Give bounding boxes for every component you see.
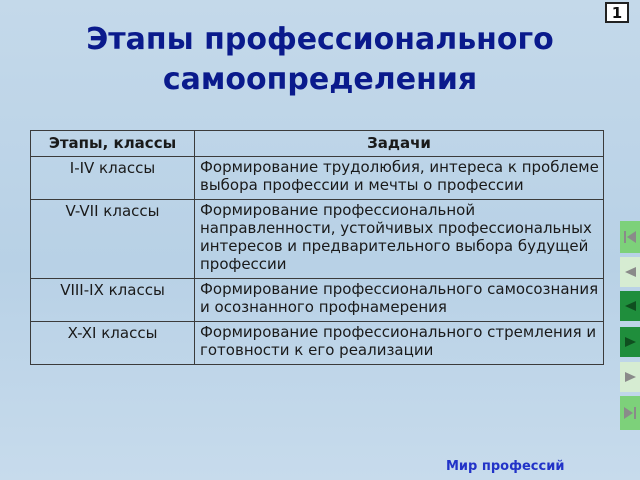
stages-table [30, 130, 604, 365]
task-cell: Формирование трудолюбия, интереса к проблеме выбора профессии и мечты о профессии [195, 157, 604, 200]
task-cell: Формирование профессионального самосознания и осознанного профнамерения [195, 279, 604, 322]
slide-title [0, 20, 640, 100]
nav-last-button[interactable] [620, 396, 640, 430]
slide-title-line-2: самоопределения [162, 62, 478, 97]
nav-back-button[interactable] [620, 257, 640, 287]
stage-cell: I-IV классы [31, 157, 195, 200]
triangle-left-icon [622, 298, 638, 314]
table-row [31, 279, 604, 322]
skip-first-icon [622, 229, 638, 245]
header-stage: Этапы, классы [31, 131, 195, 157]
slide-number: 1 [605, 2, 629, 23]
triangle-right-icon [622, 334, 638, 350]
table-row [31, 200, 604, 279]
stage-cell: X-XI классы [31, 322, 195, 365]
footer-caption: Мир профессий [446, 459, 565, 474]
nav-first-button[interactable] [620, 221, 640, 253]
nav-forward-button[interactable] [620, 362, 640, 392]
header-task: Задачи [195, 131, 604, 157]
stage-cell: V-VII классы [31, 200, 195, 279]
nav-prev-button[interactable] [620, 291, 640, 321]
nav-next-button[interactable] [620, 327, 640, 357]
task-cell: Формирование профессиональной направленности, устойчивых профессиональных интересов и предварительного выбора будущей профессии [195, 200, 604, 279]
triangle-right-icon [622, 369, 638, 385]
slide-title-line-1: Этапы профессионального [86, 22, 554, 57]
skip-last-icon [622, 405, 638, 421]
table-row [31, 322, 604, 365]
stage-cell: VIII-IX классы [31, 279, 195, 322]
triangle-left-icon [622, 264, 638, 280]
table-header-row [31, 131, 604, 157]
task-cell: Формирование профессионального стремления и готовности к его реализации [195, 322, 604, 365]
table-row [31, 157, 604, 200]
